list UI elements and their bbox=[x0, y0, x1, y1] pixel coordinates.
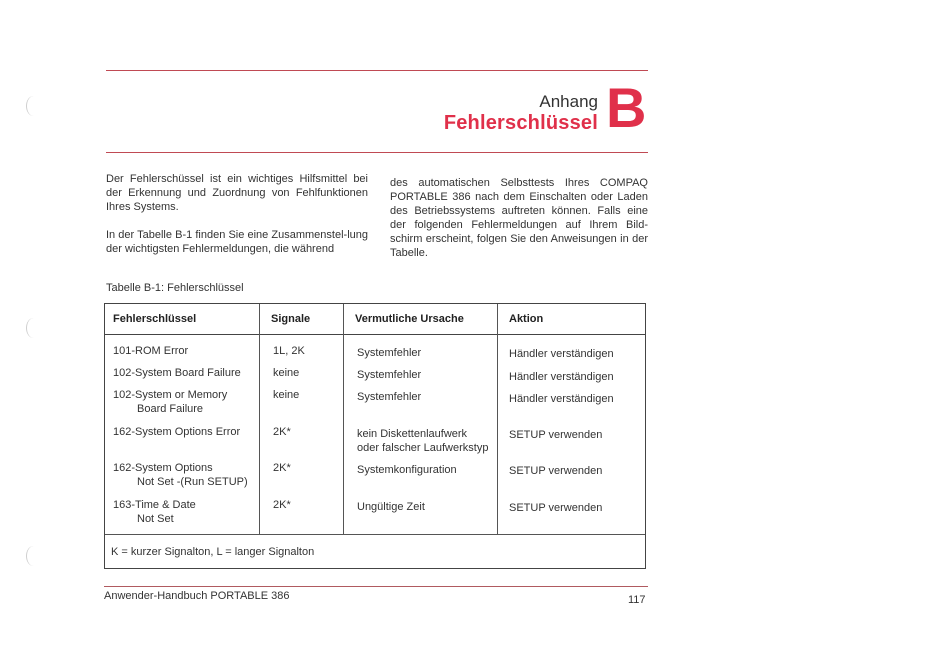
margin-mark-top bbox=[26, 96, 41, 116]
table-cell-signal: 1L, 2K bbox=[273, 345, 305, 357]
intro-paragraph: Der Fehlerschüssel ist ein wichtiges Hilfsmittel bei der Erkennung und Zuordnung von Fehlfunktionen Ihres Systems. bbox=[106, 173, 368, 213]
intro-paragraph: des automatischen Selbsttests Ihres COMPAQ PORTABLE 386 nach dem Einschalten oder Laden des Betriebssystems auftreten können. Falls eine der folgenden Fehlermeldungen auf Ihrem Bild-schirm erscheint, folgen Sie den Anweisungen in der Tabelle. bbox=[390, 177, 648, 259]
intro-right-column bbox=[390, 176, 648, 274]
table-cell-action: Händler verständigen bbox=[509, 348, 614, 360]
table-cell-signal: 2K* bbox=[273, 499, 291, 511]
table-cell-code: 101-ROM Error bbox=[113, 345, 189, 357]
table-cell-cause: Systemfehler bbox=[357, 391, 422, 403]
table-cell-action: Händler verständigen bbox=[509, 371, 614, 383]
chapter-label: Anhang bbox=[539, 92, 598, 111]
intro-left-column bbox=[106, 172, 368, 270]
table-caption: Tabelle B-1: Fehlerschlüssel bbox=[106, 282, 244, 294]
margin-mark-middle bbox=[26, 318, 41, 338]
table-cell-cause: kein Diskettenlaufwerk oder falscher Laufwerkstyp bbox=[357, 428, 489, 454]
error-code-table bbox=[104, 303, 646, 569]
page-number: 117 bbox=[628, 594, 646, 606]
column-header-code: Fehlerschlüssel bbox=[113, 313, 197, 325]
column-divider bbox=[497, 304, 498, 534]
header-rule-bottom bbox=[106, 152, 648, 153]
table-cell-action: SETUP verwenden bbox=[509, 429, 603, 441]
page-title: Fehlerschlüssel bbox=[443, 112, 598, 134]
intro-paragraph: In der Tabelle B-1 finden Sie eine Zusammenstel-lung der wichtigsten Fehlermeldungen, die während bbox=[106, 229, 368, 255]
column-divider bbox=[343, 304, 344, 534]
header-rule-top bbox=[106, 70, 648, 71]
table-cell-code: 162-System Options Not Set -(Run SETUP) bbox=[113, 462, 248, 488]
table-cell-action: Händler verständigen bbox=[509, 393, 614, 405]
column-header-signals: Signale bbox=[271, 313, 311, 325]
table-cell-code: 102-System Board Failure bbox=[113, 367, 241, 379]
appendix-letter: B bbox=[606, 76, 647, 139]
table-cell-signal: 2K* bbox=[273, 462, 291, 474]
table-cell-signal: 2K* bbox=[273, 426, 291, 438]
column-header-action: Aktion bbox=[509, 313, 544, 325]
table-cell-signal: keine bbox=[273, 389, 300, 401]
table-cell-code: 102-System or Memory Board Failure bbox=[113, 389, 228, 415]
margin-mark-bottom bbox=[26, 546, 41, 566]
table-cell-cause: Systemfehler bbox=[357, 369, 422, 381]
table-legend-divider bbox=[105, 534, 645, 535]
column-divider bbox=[259, 304, 260, 534]
table-cell-cause: Ungültige Zeit bbox=[357, 501, 425, 513]
table-cell-action: SETUP verwenden bbox=[509, 465, 603, 477]
table-cell-code: 163-Time & Date Not Set bbox=[113, 499, 196, 525]
table-legend: K = kurzer Signalton, L = langer Signalton bbox=[111, 546, 315, 558]
book-title: Anwender-Handbuch PORTABLE 386 bbox=[104, 590, 290, 602]
table-cell-code: 162-System Options Error bbox=[113, 426, 241, 438]
table-cell-cause: Systemfehler bbox=[357, 347, 422, 359]
table-header-row bbox=[105, 304, 645, 335]
table-cell-cause: Systemkonfiguration bbox=[357, 464, 457, 476]
table-cell-action: SETUP verwenden bbox=[509, 502, 603, 514]
footer-rule bbox=[104, 586, 648, 587]
table-cell-signal: keine bbox=[273, 367, 300, 379]
column-header-cause: Vermutliche Ursache bbox=[355, 313, 464, 325]
